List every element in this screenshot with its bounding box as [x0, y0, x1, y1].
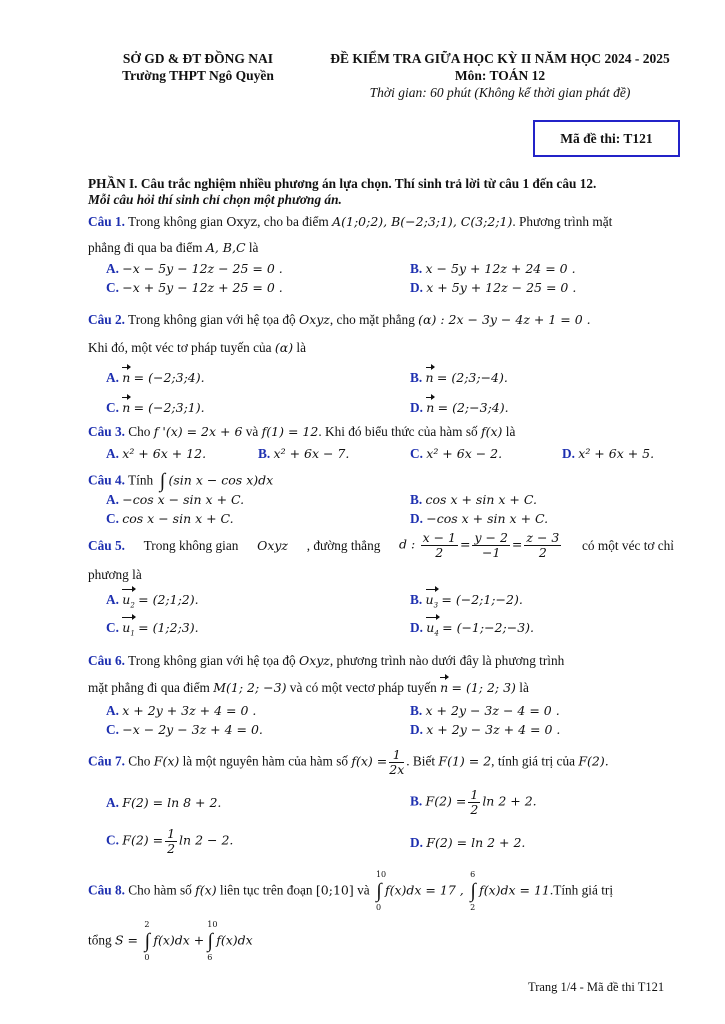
- question-text: phẳng đi qua ba điểm: [88, 240, 203, 255]
- lower-limit: 0: [144, 953, 150, 962]
- option-expr: F(2) = ln 8 + 2.: [122, 795, 222, 810]
- question-text: là: [248, 240, 259, 255]
- question-4: [88, 470, 273, 493]
- option-expr: x + 5y + 12z − 25 = 0 .: [426, 280, 577, 295]
- vector-u: [426, 592, 439, 610]
- option-a[interactable]: [106, 592, 199, 610]
- question-8: [88, 870, 614, 912]
- question-text: là: [519, 680, 529, 695]
- question-text: và: [357, 882, 370, 898]
- option-letter: C.: [106, 722, 119, 737]
- math-expr: F(2).: [578, 753, 609, 769]
- option-letter: B.: [410, 492, 423, 507]
- question-text: , cho mặt phẳng: [329, 312, 415, 327]
- option-expr: −cos x + sin x + C.: [426, 511, 549, 526]
- question-text: Trong không gian: [143, 537, 239, 553]
- option-letter: D.: [410, 400, 423, 415]
- numerator: 1: [470, 787, 479, 802]
- math-symbol: Oxyz: [298, 312, 330, 327]
- question-8-line2: [88, 920, 253, 962]
- question-text: Cho hàm số: [128, 882, 192, 898]
- question-label: Câu 1.: [88, 214, 125, 229]
- vector-subscript: 2: [130, 601, 135, 610]
- denominator: 2: [435, 545, 444, 560]
- question-1: [88, 214, 612, 230]
- line-name: d :: [399, 536, 416, 552]
- option-c[interactable]: [106, 827, 233, 856]
- section-title: PHẦN I. Câu trắc nghiệm nhiều phương án lựa chọn. Thí sinh trả lời từ câu 1 đến câu 12.: [88, 176, 597, 191]
- option-letter: A.: [106, 261, 119, 276]
- option-expr: x + 2y + 3z + 4 = 0 .: [122, 703, 257, 718]
- question-text: là: [505, 424, 516, 439]
- fraction: [468, 788, 480, 817]
- option-d[interactable]: [562, 446, 654, 462]
- option-expr: = (2;3;−4).: [436, 370, 508, 385]
- vector-n: n: [122, 400, 131, 415]
- question-text: là một nguyên hàm của hàm số: [182, 753, 349, 769]
- vector-subscript: 3: [433, 601, 439, 610]
- option-letter: A.: [106, 795, 119, 810]
- lower-limit: 0: [375, 903, 382, 912]
- option-letter: C.: [106, 280, 119, 295]
- question-text: Cho: [128, 753, 151, 769]
- numerator: 1: [389, 748, 404, 763]
- lower-limit: 6: [207, 953, 213, 962]
- question-text: , tính giá trị của: [491, 753, 575, 769]
- exam-header: [300, 50, 700, 101]
- integral-body: f(x)dx = 11: [479, 882, 550, 898]
- question-text: tổng: [88, 932, 112, 948]
- option-d[interactable]: [410, 280, 576, 296]
- vector-n: n: [122, 370, 131, 385]
- option-expr: x² + 6x + 5.: [578, 446, 655, 461]
- option-letter: B.: [410, 793, 423, 809]
- question-3: [88, 424, 515, 440]
- vector-subscript: 4: [434, 629, 439, 638]
- question-label: Câu 3.: [88, 424, 125, 439]
- math-interval: [0;10]: [315, 882, 354, 898]
- option-expr: = (−2;3;4).: [133, 370, 205, 385]
- department-name: SỞ GD & ĐT ĐỒNG NAI: [122, 51, 274, 66]
- math-expr: F(x): [153, 753, 180, 769]
- question-text: Tính: [128, 472, 154, 488]
- option-expr: x − 5y + 12z + 24 = 0 .: [425, 261, 576, 276]
- option-letter: A.: [106, 592, 119, 607]
- question-label: Câu 6.: [88, 653, 125, 668]
- option-letter: C.: [410, 446, 423, 461]
- math-symbol: (α): [274, 340, 294, 355]
- math-point: M(1; 2; −3): [213, 680, 287, 695]
- option-d[interactable]: [410, 400, 509, 416]
- option-expr: cos x − sin x + C.: [122, 511, 234, 526]
- option-d[interactable]: [410, 511, 548, 527]
- math-expr: f(x) =: [351, 753, 388, 769]
- option-c[interactable]: [106, 280, 283, 296]
- option-a[interactable]: [106, 795, 221, 811]
- option-expr: x² + 6x − 2.: [426, 446, 503, 461]
- option-expr: F(2) =: [425, 793, 467, 809]
- integral-body: f(x)dx +: [153, 932, 205, 948]
- question-2-line2: [88, 340, 306, 356]
- option-expr: ln 2 + 2.: [482, 793, 537, 809]
- integral-sign: ∫ 6 2: [470, 870, 476, 912]
- exam-duration: Thời gian: 60 phút (Không kể thời gian phát đề): [369, 85, 631, 100]
- option-letter: C.: [106, 620, 119, 635]
- option-b[interactable]: [410, 261, 576, 277]
- option-letter: D.: [410, 835, 423, 850]
- option-letter: B.: [410, 261, 423, 276]
- upper-limit: 10: [207, 920, 218, 929]
- question-label: Câu 2.: [88, 312, 125, 327]
- option-b[interactable]: [410, 703, 560, 719]
- option-expr: = (−2;1;−2).: [441, 592, 523, 607]
- option-letter: D.: [562, 446, 575, 461]
- vector-u: [122, 620, 135, 638]
- option-letter: A.: [106, 446, 119, 461]
- option-c[interactable]: [410, 446, 502, 462]
- option-letter: D.: [410, 620, 423, 635]
- option-letter: A.: [106, 370, 119, 385]
- option-expr: −x − 2y − 3z + 4 = 0.: [122, 722, 263, 737]
- option-d[interactable]: [410, 620, 534, 638]
- question-label: Câu 7.: [88, 753, 125, 769]
- question-text: .Tính giá trị: [549, 882, 614, 898]
- numerator: y − 2: [474, 530, 508, 545]
- question-text: Trong không gian với hệ tọa độ: [128, 312, 296, 327]
- fraction-z: [524, 531, 561, 560]
- option-letter: D.: [410, 280, 423, 295]
- question-5-line2: phương là: [88, 567, 142, 582]
- option-a[interactable]: [106, 703, 256, 719]
- option-b[interactable]: [410, 592, 523, 610]
- question-text: Khi đó, một véc tơ pháp tuyến của: [88, 340, 272, 355]
- option-letter: C.: [106, 400, 119, 415]
- question-5: [88, 531, 674, 560]
- math-expr: f '(x) = 2x + 6: [153, 424, 243, 439]
- upper-limit: 2: [144, 920, 150, 929]
- option-expr: F(2) = ln 2 + 2.: [426, 835, 526, 850]
- question-7: [88, 748, 609, 777]
- integral-sign: ∫: [159, 470, 166, 492]
- option-expr: F(2) =: [122, 832, 164, 848]
- fraction-y: [472, 531, 509, 560]
- math-expr: F(1) = 2: [438, 753, 492, 769]
- vector-subscript: 1: [130, 629, 135, 638]
- denominator: 2: [538, 545, 547, 560]
- option-expr: x + 2y − 3z − 4 = 0 .: [425, 703, 560, 718]
- option-expr: −x + 5y − 12z + 25 = 0 .: [122, 280, 283, 295]
- math-expr: f(1) = 12: [261, 424, 319, 439]
- option-expr: = (2;1;2).: [138, 592, 199, 607]
- math-expr: f(x): [481, 424, 503, 439]
- option-letter: C.: [106, 511, 119, 526]
- question-label: Câu 8.: [88, 882, 125, 898]
- option-c[interactable]: [106, 400, 205, 416]
- option-expr: = (1;2;3).: [138, 620, 199, 635]
- question-text: và: [245, 424, 259, 439]
- option-letter: B.: [410, 703, 423, 718]
- option-a[interactable]: [106, 261, 283, 277]
- math-plane: (α) : 2x − 3y − 4z + 1 = 0 .: [418, 312, 591, 327]
- option-expr: −cos x − sin x + C.: [122, 492, 245, 507]
- denominator: 2: [167, 841, 176, 856]
- option-letter: C.: [106, 832, 119, 848]
- question-text: là: [296, 340, 307, 355]
- question-text: Trong không gian: [128, 214, 223, 229]
- vector-u: [426, 620, 439, 638]
- math-points: A(1;0;2), B(−2;3;1), C(3;2;1): [332, 214, 513, 229]
- option-letter: A.: [106, 492, 119, 507]
- school-name: Trường THPT Ngô Quyền: [122, 68, 274, 83]
- option-c[interactable]: [106, 722, 263, 738]
- school-header: [98, 50, 298, 84]
- section-instruction: Mỗi câu hỏi thí sinh chỉ chọn một phương án.: [88, 192, 342, 207]
- option-a[interactable]: [106, 492, 244, 508]
- vector-u: [122, 592, 135, 610]
- vector-symbol: u: [426, 620, 435, 635]
- question-2: [88, 312, 591, 328]
- option-letter: D.: [410, 722, 423, 737]
- option-b[interactable]: [410, 492, 537, 508]
- question-text: Cho: [128, 424, 151, 439]
- math-vector-value: = (1; 2; 3): [451, 680, 516, 695]
- question-text: . Biết: [406, 753, 436, 769]
- line-equation: d : $\frac{x - 1}{2}$ = $\frac{y - 2}{-1}$ = $\frac{z - 3}{2}$: [399, 530, 560, 560]
- vector-n: n: [440, 680, 449, 695]
- denominator: 2: [470, 802, 479, 817]
- vector-n: n: [425, 370, 434, 385]
- option-expr: cos x + sin x + C.: [425, 492, 537, 507]
- vector-n: n: [426, 400, 435, 415]
- question-text: liên tục trên đoạn: [219, 882, 313, 898]
- question-label: Câu 5.: [88, 537, 125, 553]
- integral-sign: ∫ 10 0: [375, 870, 387, 912]
- question-text: . Phương trình mặt: [512, 214, 613, 229]
- numerator: 1: [167, 826, 176, 841]
- question-text: , cho ba điểm: [257, 214, 329, 229]
- option-letter: B.: [258, 446, 271, 461]
- option-c[interactable]: [106, 511, 234, 527]
- option-expr: = (−2;3;1).: [133, 400, 205, 415]
- option-c[interactable]: [106, 620, 199, 638]
- question-label: Câu 4.: [88, 472, 125, 488]
- option-letter: B.: [410, 370, 423, 385]
- integral-sign: ∫ 10 6: [207, 920, 218, 962]
- option-expr: x + 2y − 3z + 4 = 0 .: [426, 722, 561, 737]
- math-expr: f(x): [195, 882, 217, 898]
- numerator: x − 1: [422, 530, 456, 545]
- option-d[interactable]: [410, 835, 525, 851]
- exam-title: ĐỀ KIỂM TRA GIỮA HỌC KỲ II NĂM HỌC 2024 - 2025: [330, 51, 670, 66]
- question-6: [88, 653, 564, 669]
- option-expr: x² + 6x + 12.: [122, 446, 207, 461]
- question-text: có một véc tơ chỉ: [582, 537, 674, 553]
- denominator: 2x: [389, 762, 405, 777]
- question-text: , đường thẳng: [306, 537, 381, 553]
- vector-symbol: u: [122, 592, 131, 607]
- math-symbol: Oxyz: [226, 214, 258, 229]
- denominator: −1: [481, 545, 501, 560]
- numerator: z − 3: [526, 530, 560, 545]
- fraction-x: [421, 531, 458, 560]
- page-footer: Trang 1/4 - Mã đề thi T121: [528, 980, 665, 994]
- option-b[interactable]: [410, 788, 537, 817]
- option-b[interactable]: [410, 370, 508, 386]
- exam-subject: Môn: TOÁN 12: [454, 68, 546, 83]
- option-letter: D.: [410, 511, 423, 526]
- question-text: . Khi đó biểu thức của hàm số: [318, 424, 478, 439]
- integral-sign: ∫ 2 0: [144, 920, 151, 962]
- option-expr: ln 2 − 2.: [179, 832, 234, 848]
- option-expr: −x − 5y − 12z − 25 = 0 .: [122, 261, 283, 276]
- vector-symbol: u: [122, 620, 131, 635]
- upper-limit: 6: [470, 870, 476, 879]
- option-letter: B.: [410, 592, 423, 607]
- option-a[interactable]: [106, 446, 206, 462]
- option-d[interactable]: [410, 722, 560, 738]
- integral-body: f(x)dx: [216, 932, 253, 948]
- question-1-line2: [88, 240, 258, 256]
- question-text: mặt phẳng đi qua điểm: [88, 680, 210, 695]
- math-symbol: A, B,C: [205, 240, 246, 255]
- fraction: [389, 748, 404, 777]
- integral-body: f(x)dx = 17 ,: [384, 882, 464, 898]
- math-integrand: (sin x − cos x)dx: [168, 472, 274, 488]
- exam-code-box: Mã đề thi: T121: [533, 120, 680, 157]
- option-expr: = (2;−3;4).: [437, 400, 509, 415]
- fraction: [165, 827, 177, 856]
- option-letter: A.: [106, 703, 119, 718]
- option-expr: = (−1;−2;−3).: [442, 620, 535, 635]
- question-6-line2: [88, 680, 529, 696]
- lower-limit: 2: [470, 903, 476, 912]
- option-b[interactable]: [258, 446, 349, 462]
- question-text: , phương trình nào dưới đây là phương trình: [329, 653, 565, 668]
- question-text: và có một vectơ pháp tuyến: [289, 680, 437, 695]
- option-a[interactable]: [106, 370, 205, 386]
- vector-symbol: u: [425, 592, 434, 607]
- math-expr: S =: [114, 932, 138, 948]
- option-expr: x² + 6x − 7.: [273, 446, 350, 461]
- upper-limit: 10: [375, 870, 387, 879]
- math-symbol: Oxyz: [257, 538, 289, 553]
- question-text: Trong không gian với hệ tọa độ: [128, 653, 296, 668]
- math-symbol: Oxyz: [298, 653, 330, 668]
